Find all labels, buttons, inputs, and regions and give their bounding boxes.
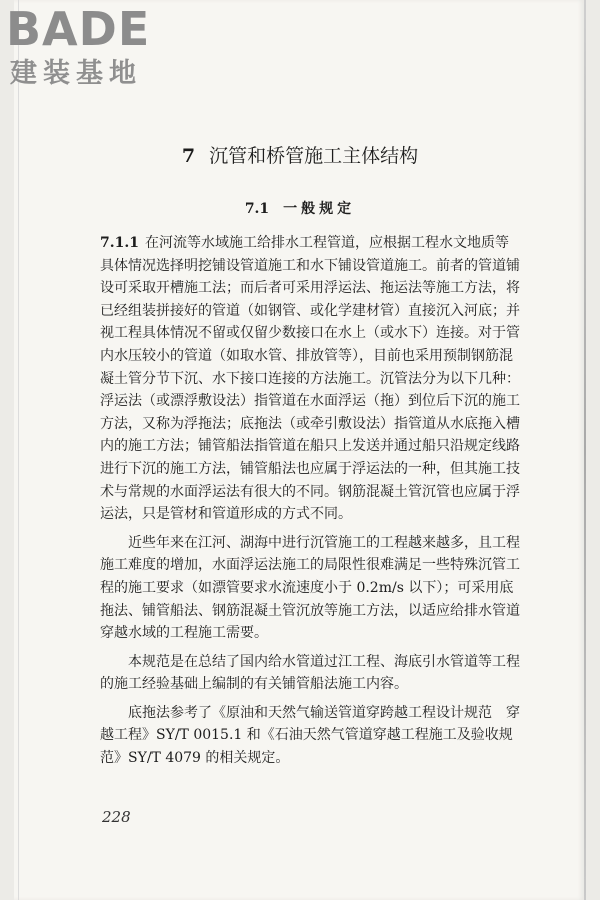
chapter-title: 沉管和桥管施工主体结构: [209, 145, 419, 167]
page-gutter-line: [18, 0, 19, 900]
paragraph: 近些年来在江河、湖海中进行沉管施工的工程越来越多，且工程施工难度的增加，水面浮运法施工的局限性很难满足一些特殊沉管工程的施工要求（如漂管要求水流速度小于 0.2m/s 以下）；可采用底拖法、铺管船法、钢筋混凝土管沉放等施工方法，以适应给排水管道穿越水域的工程施工需要。: [100, 534, 520, 642]
section-heading: [0, 198, 600, 220]
watermark-logo: [6, 4, 176, 94]
section-number: 7.1: [244, 201, 270, 217]
section-title: 一般规定: [283, 201, 356, 217]
logo-wordmark: BADE: [6, 2, 151, 56]
page-number: 228: [102, 808, 131, 826]
paragraph: 本规范是在总结了国内给水管道过江工程、海底引水管道等工程的施工经验基础上编制的有关铺管船法施工内容。: [100, 653, 520, 693]
paragraph: 底拖法参考了《原油和天然气输送管道穿跨越工程设计规范 穿越工程》SY/T 0015.1 和《石油天然气管道穿越工程施工及验收规范》SY/T 4079 的相关规定。: [100, 704, 520, 767]
chapter-heading: [0, 142, 600, 170]
body-text: [100, 232, 520, 776]
paragraph-text: 在河流等水域施工给排水工程管道，应根据工程水文地质等具体情况选择明挖铺设管道施工和水下铺设管道施工。前者的管道铺设可采取开槽施工法；而后者可采用浮运法、拖运法等施工方法，将已经组装拼接好的管道（如钢管、或化学建材管）直接沉入河底；并视工程具体情况不留或仅留少数接口在水上（或水下）连接。对于管内水压较小的管道（如取水管、排放管等），目前也采用预制钢筋混凝土管分节下沉、水下接口连接的方法施工。沉管法分为以下几种：浮运法（或漂浮敷设法）指管道在水面浮运（拖）到位后下沉的施工方法，又称为浮拖法；底拖法（或牵引敷设法）指管道从水底拖入槽内的施工方法；铺管船法指管道在船只上发送并通过船只沿规定线路进行下沉的施工方法，铺管船法也应属于浮运法的一种，但其施工技术与常规的水面浮运法有很大的不同。钢筋混凝土管沉管也应属于浮运法，只是管材和管道形成的方式不同。: [100, 235, 520, 523]
paragraph: [100, 232, 520, 526]
chapter-number: 7: [181, 145, 196, 167]
clause-number: 7.1.1: [100, 235, 139, 251]
logo-subtitle: 建装基地: [10, 58, 142, 89]
page-edge: [584, 0, 586, 900]
